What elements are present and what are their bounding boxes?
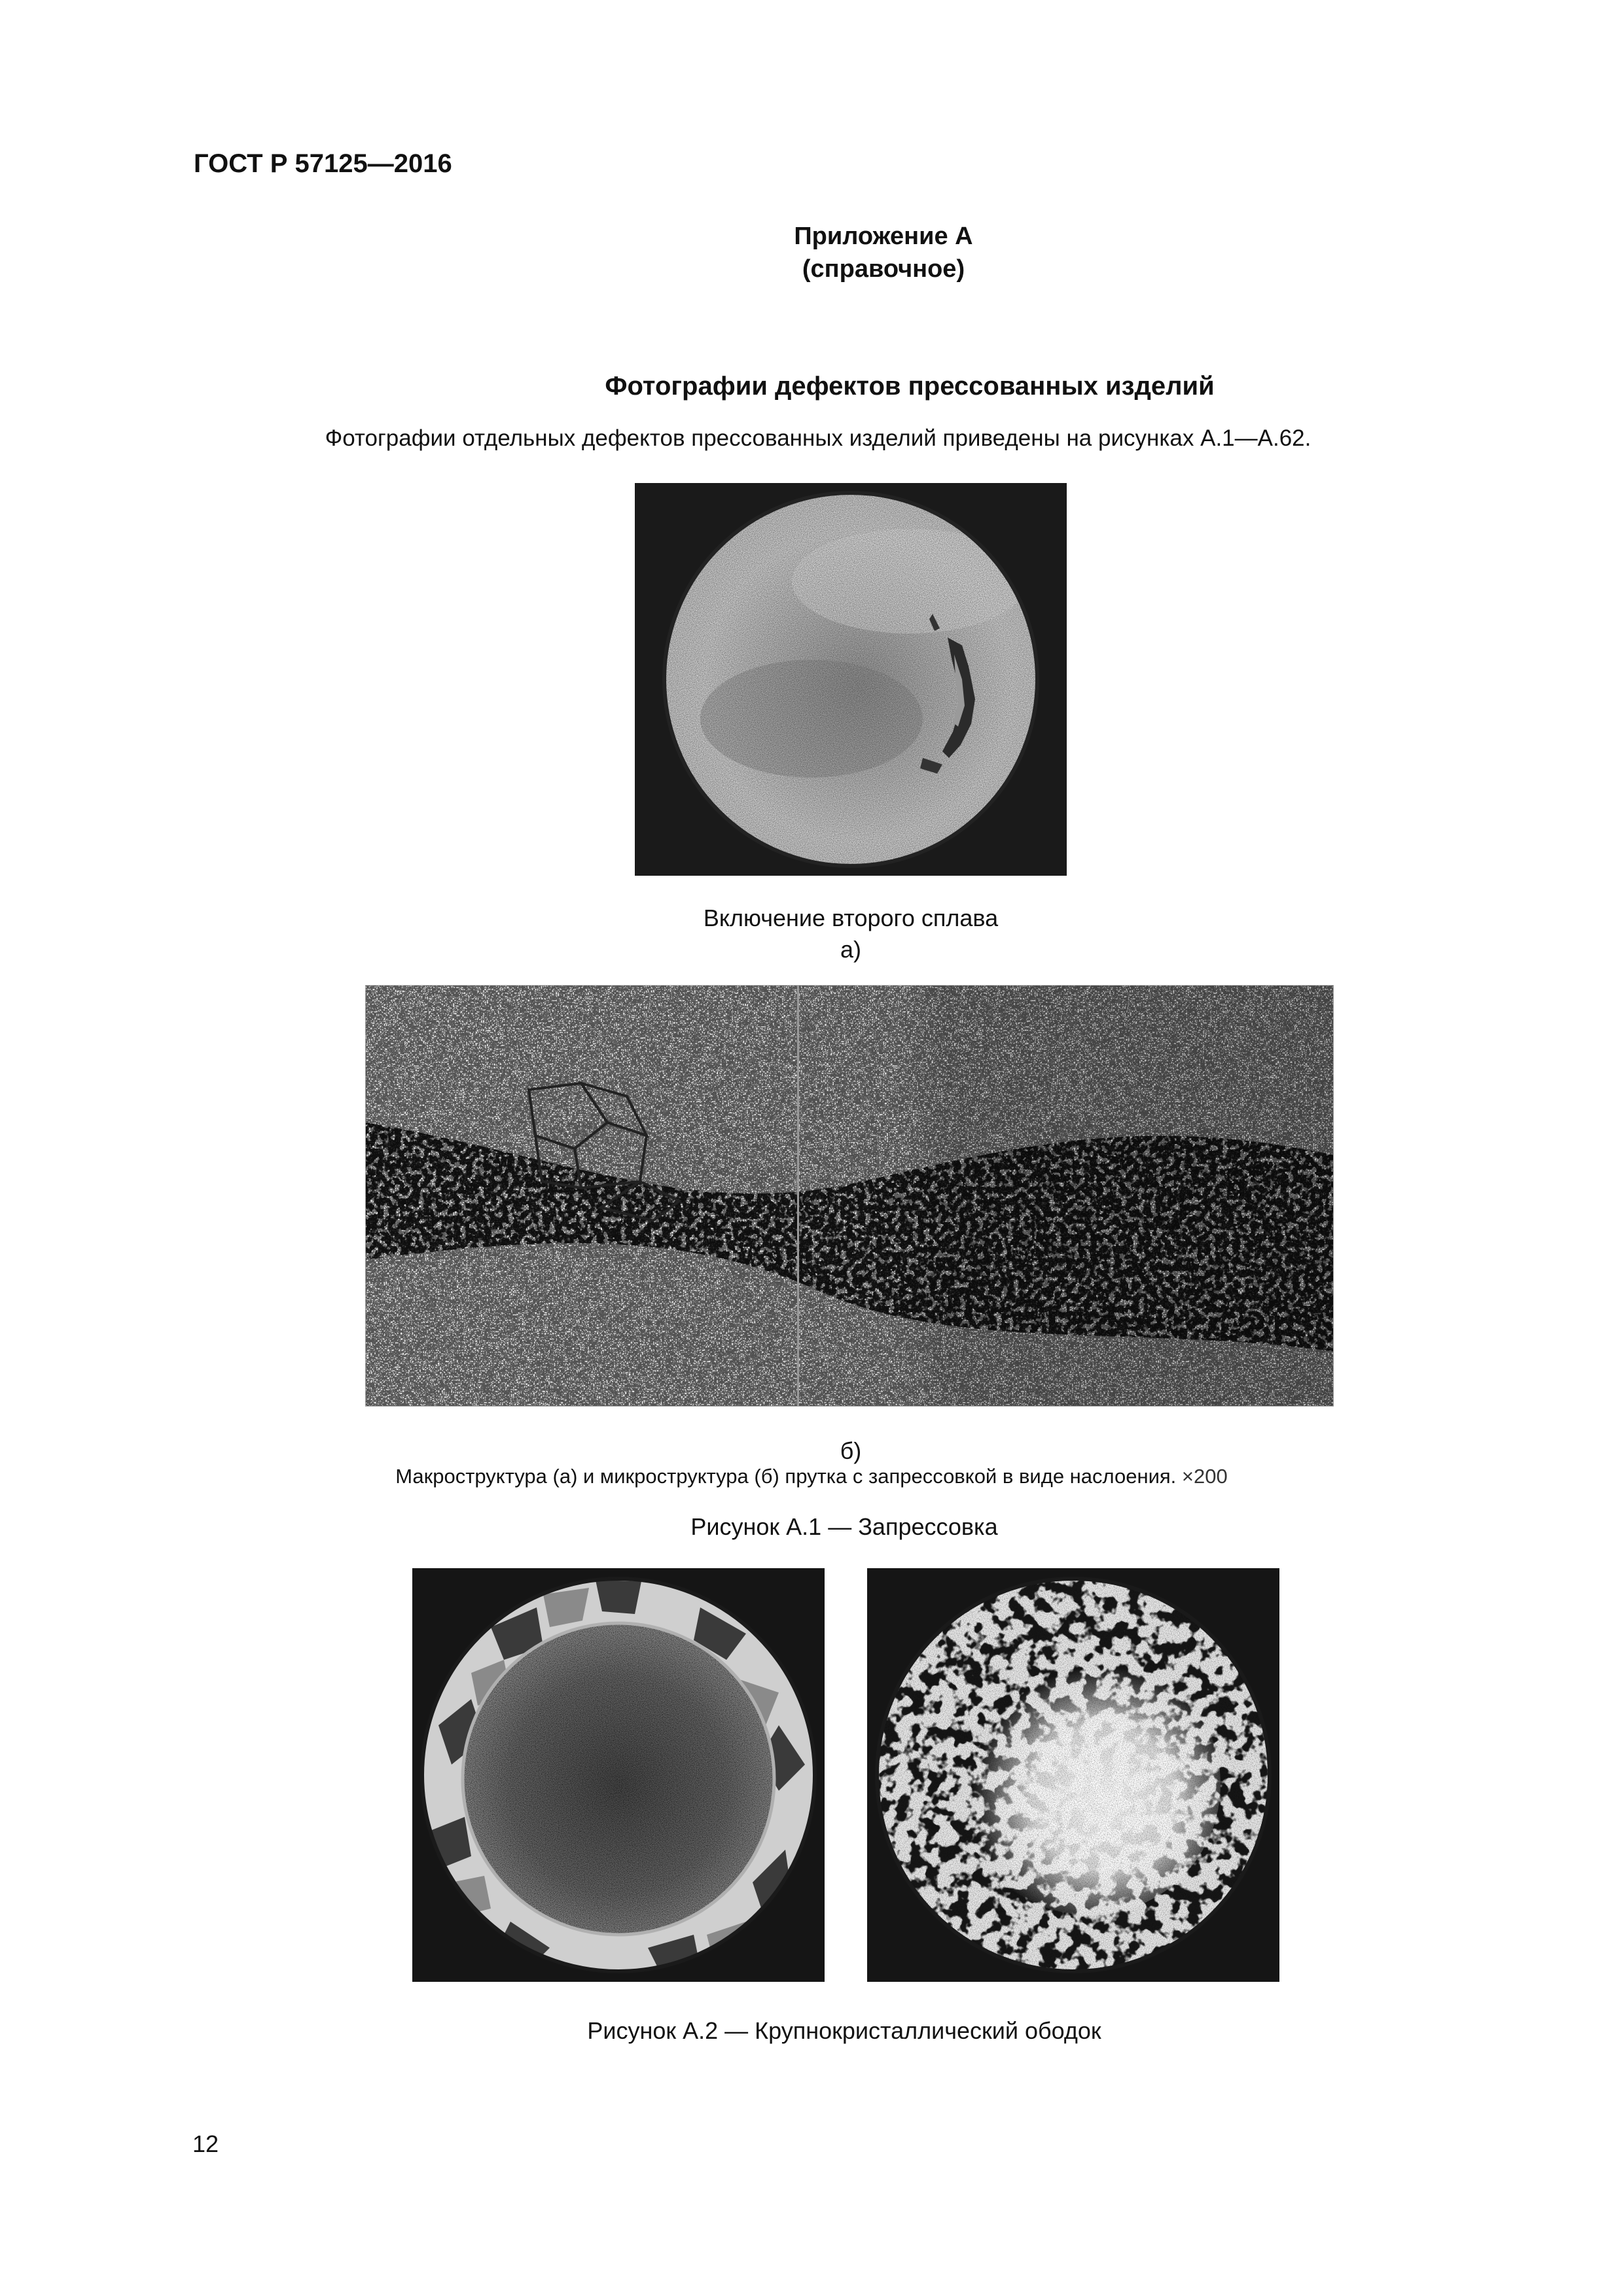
figure-a1-photo-a bbox=[635, 483, 1067, 876]
appendix-title: Приложение А bbox=[794, 223, 973, 250]
intro-paragraph: Фотографии отдельных дефектов прессованных изделий приведены на рисунках А.1—А.62. bbox=[325, 425, 1311, 451]
figure-a1-label-a: а) bbox=[840, 936, 861, 963]
figure-a1-description bbox=[196, 1465, 1427, 1488]
figure-a1-photo-b bbox=[365, 985, 1334, 1407]
figure-a1-magnification: ×200 bbox=[1181, 1465, 1228, 1488]
figure-a2-photo-left bbox=[412, 1568, 825, 1982]
figure-a1-title: Рисунок А.1 — Запрессовка bbox=[690, 1513, 998, 1540]
figure-a2-title: Рисунок А.2 — Крупнокристаллический ободок bbox=[587, 2017, 1101, 2044]
page-number: 12 bbox=[192, 2130, 219, 2157]
figure-a1-photo-a-caption: Включение второго сплава bbox=[703, 905, 999, 931]
section-title: Фотографии дефектов прессованных изделий bbox=[605, 372, 1215, 401]
appendix-subtitle: (справочное) bbox=[802, 255, 965, 283]
figure-a2-photo-right bbox=[867, 1568, 1279, 1982]
figure-a1-description-text: Макроструктура (а) и микроструктура (б) прутка с запрессовкой в виде наслоения. bbox=[395, 1465, 1177, 1488]
document-code: ГОСТ Р 57125—2016 bbox=[194, 149, 452, 178]
figure-a1-label-b: б) bbox=[840, 1437, 862, 1464]
